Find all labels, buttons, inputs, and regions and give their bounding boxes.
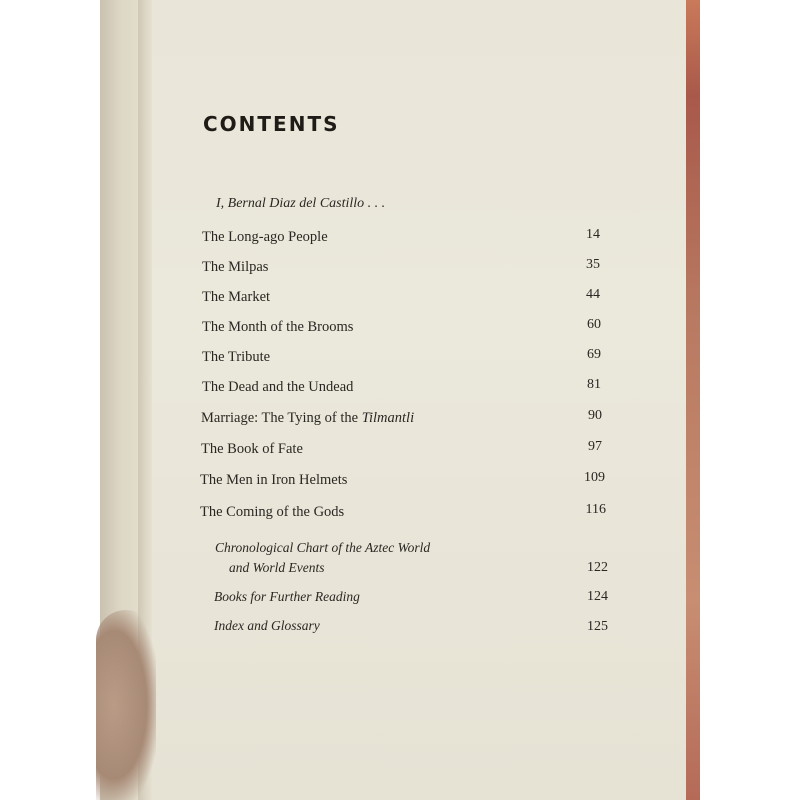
- toc-entry-page: 69: [587, 347, 601, 362]
- toc-entry-title: [201, 410, 414, 427]
- toc-entry-title: The Month of the Brooms: [202, 319, 354, 335]
- back-matter-title: Books for Further Reading: [214, 589, 360, 604]
- toc-entry-page: 35: [586, 257, 600, 272]
- toc-entry-page: 81: [587, 377, 601, 392]
- back-matter-title: Index and Glossary: [214, 618, 320, 633]
- prologue-entry: I, Bernal Diaz del Castillo . . .: [216, 196, 386, 211]
- toc-entry-title: The Dead and the Undead: [202, 379, 354, 395]
- toc-entry-page: 109: [584, 470, 605, 485]
- toc-entry-page: 116: [585, 502, 606, 517]
- toc-entry-title: The Book of Fate: [201, 441, 303, 457]
- back-matter-page: 125: [587, 619, 608, 634]
- toc-entry-title: The Coming of the Gods: [200, 504, 345, 520]
- toc-entry-title-prefix: Marriage: The Tying of the: [201, 410, 362, 426]
- toc-entry-page: 97: [588, 439, 602, 454]
- toc-entry-title: The Milpas: [202, 259, 269, 275]
- toc-entry-title: The Market: [202, 289, 271, 305]
- back-matter-title-line2: and World Events: [229, 560, 325, 575]
- thumb: [96, 610, 156, 800]
- toc-entry-title: The Long-ago People: [202, 229, 328, 245]
- toc-entry-title: The Men in Iron Helmets: [200, 472, 348, 488]
- background-edge: [686, 0, 700, 800]
- toc-entry-page: 60: [587, 317, 601, 332]
- back-matter-page: 124: [587, 589, 608, 604]
- toc-entry-page: 44: [586, 287, 600, 302]
- back-matter-page: 122: [587, 560, 608, 575]
- toc-entry-page: 90: [588, 408, 602, 423]
- back-matter-title-line1: Chronological Chart of the Aztec World: [215, 540, 431, 555]
- toc-entry-title-italic: Tilmantli: [361, 410, 415, 426]
- contents-heading: CONTENTS: [203, 112, 340, 136]
- toc-entry-title: The Tribute: [202, 349, 271, 365]
- toc-entry-page: 14: [586, 227, 600, 242]
